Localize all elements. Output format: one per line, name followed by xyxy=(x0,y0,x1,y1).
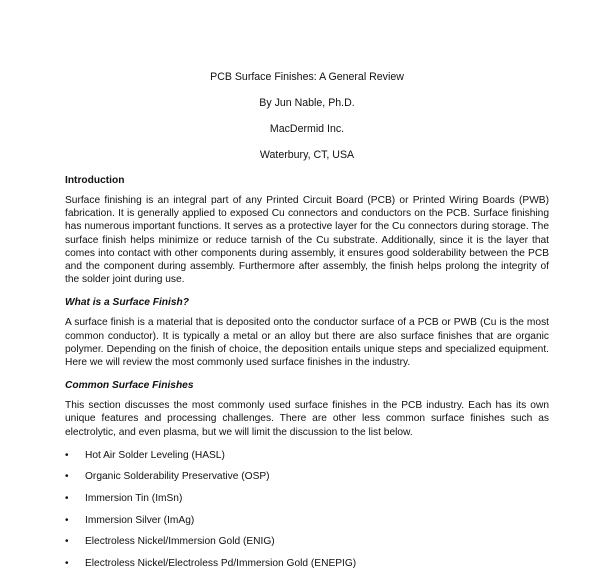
bullet-icon: • xyxy=(65,449,69,461)
list-item xyxy=(65,492,549,514)
list-item xyxy=(65,470,549,492)
list-item-label: Hot Air Solder Leveling (HASL) xyxy=(85,449,225,461)
title-block xyxy=(0,64,614,168)
list-item xyxy=(65,449,549,471)
bullet-icon: • xyxy=(65,493,69,505)
common-surface-finishes-heading: Common Surface Finishes xyxy=(65,380,194,392)
surface-finish-list xyxy=(65,449,549,578)
bullet-icon: • xyxy=(65,557,69,569)
list-item xyxy=(65,557,549,578)
list-item xyxy=(65,535,549,557)
list-item-label: Organic Solderability Preservative (OSP) xyxy=(85,471,270,483)
list-item-label: Immersion Tin (ImSn) xyxy=(85,493,183,505)
company-line: MacDermid Inc. xyxy=(269,123,345,135)
list-item xyxy=(65,514,549,536)
what-is-surface-finish-heading: What is a Surface Finish? xyxy=(65,297,189,309)
bullet-icon: • xyxy=(65,471,69,483)
bullet-icon: • xyxy=(65,536,69,548)
list-item-label: Electroless Nickel/Immersion Gold (ENIG) xyxy=(85,536,275,548)
common-surface-finishes-paragraph: This section discusses the most commonly used surface finishes in the PCB industry. Each has its own unique features and processing challenges. There are other less common surface finishes such as electrolytic, and even plasma, but we will limit the discussion to the list below. xyxy=(65,400,549,438)
what-is-surface-finish-paragraph: A surface finish is a material that is deposited onto the conductor surface of a PCB or PWB (Cu is the most common conductor). It is typically a metal or an alloy but there are also surface finishes that are organic polymer. Depending on the finish of choice, the deposition entails unique steps and specialized equipment. Here we will review the most commonly used surface finishes in the industry. xyxy=(65,317,549,369)
author-line: By Jun Nable, Ph.D. xyxy=(259,97,355,109)
list-item-label: Electroless Nickel/Electroless Pd/Immersion Gold (ENEPIG) xyxy=(85,557,357,569)
location-line: Waterbury, CT, USA xyxy=(259,149,355,161)
introduction-paragraph: Surface finishing is an integral part of any Printed Circuit Board (PCB) or Printed Wiring Boards (PWB) fabrication. It is generally applied to exposed Cu connectors and conductors on the PCB. Surface finishing has numerous important functions. It serves as a protective layer for the Cu connectors during storage. The surface finish helps minimize or reduce tarnish of the Cu substrate. Additionally, since it is the layer that comes into contact with other components during assembly, it ensures good solderability between the PCB and the component during assembly. Furthermore after assembly, the finish helps prolong the integrity of the solder joint during use. xyxy=(65,195,549,286)
bullet-icon: • xyxy=(65,514,69,526)
document-title: PCB Surface Finishes: A General Review xyxy=(210,71,404,83)
document-body xyxy=(65,174,549,578)
list-item-label: Immersion Silver (ImAg) xyxy=(85,514,195,526)
introduction-heading: Introduction xyxy=(65,175,125,186)
